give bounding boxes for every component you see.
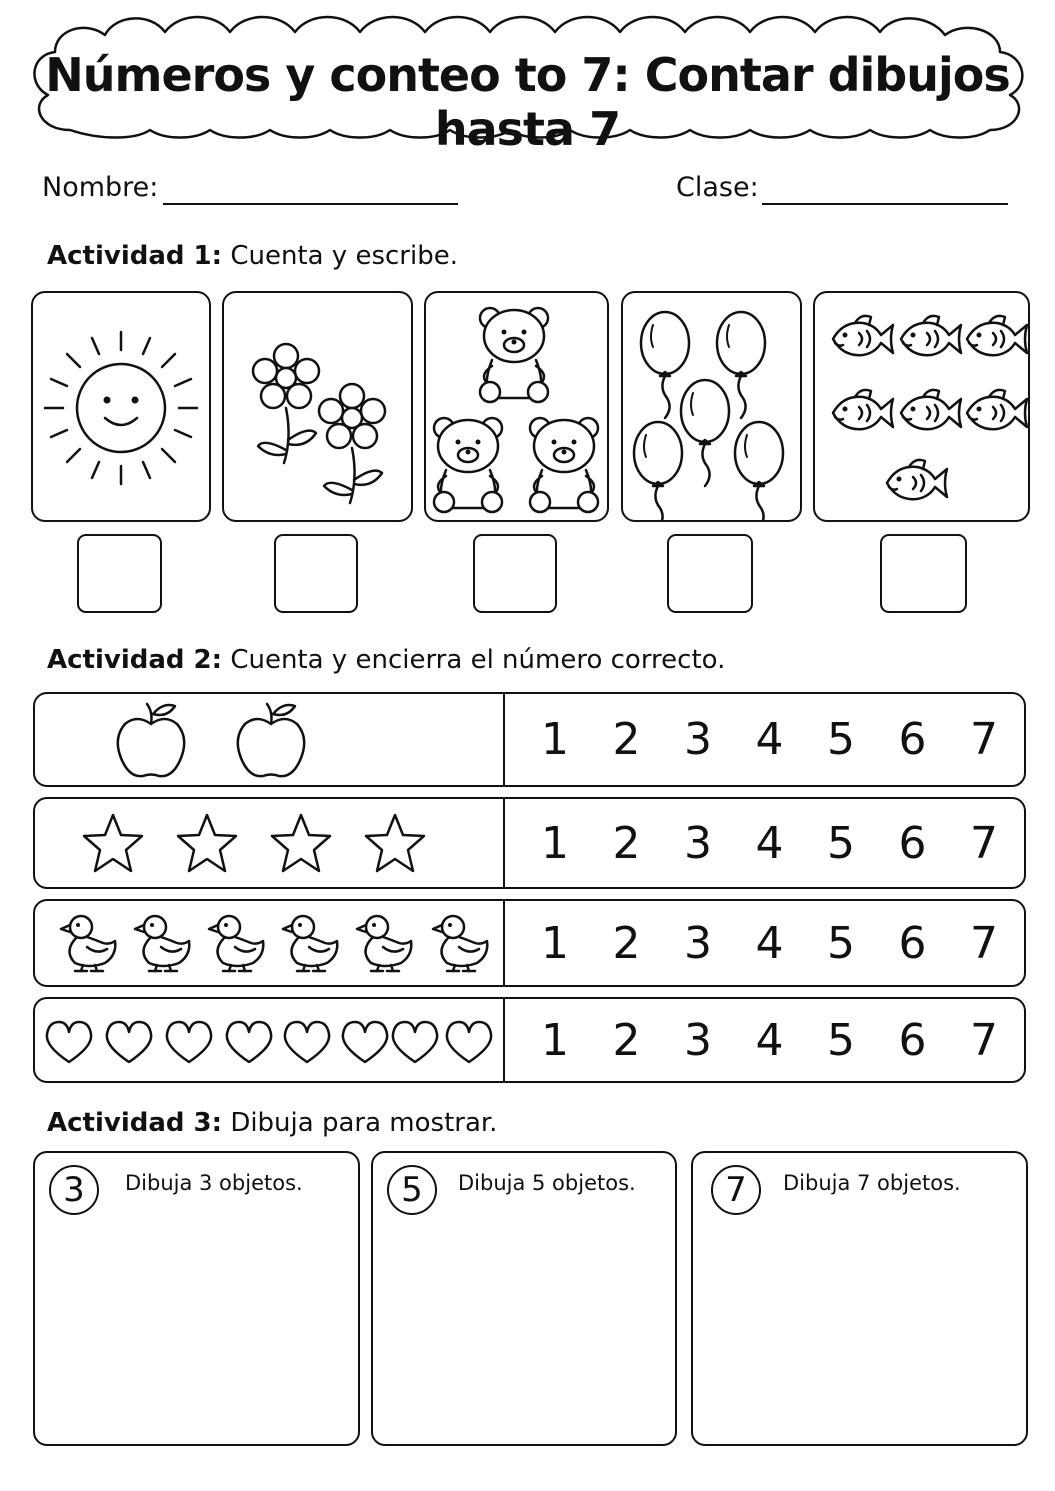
number-choice[interactable]: 4 <box>755 714 784 765</box>
number-choice[interactable]: 1 <box>541 917 569 969</box>
number-choice[interactable]: 3 <box>684 817 712 869</box>
balloon-icon <box>623 293 800 520</box>
star-icon <box>41 799 501 887</box>
draw-box-5[interactable] <box>371 1151 677 1446</box>
number-choice[interactable]: 4 <box>755 1014 784 1066</box>
answer-box-5[interactable] <box>880 534 967 613</box>
number-choice[interactable]: 6 <box>898 917 927 969</box>
number-choice[interactable]: 6 <box>898 1014 927 1066</box>
number-choice[interactable]: 2 <box>612 817 641 869</box>
duck-icon <box>41 901 501 985</box>
number-choice[interactable]: 3 <box>684 917 712 969</box>
number-choice[interactable]: 2 <box>612 917 641 969</box>
count-row-hearts <box>33 997 1026 1083</box>
picture-box-flowers <box>222 291 413 522</box>
activity3-heading: Actividad 3: Dibuja para mostrar. <box>47 1108 498 1138</box>
count-row-apples <box>33 692 1026 787</box>
number-choice[interactable]: 3 <box>684 714 712 765</box>
number-circle: 5 <box>387 1165 437 1215</box>
number-choices-row-4 <box>535 999 1004 1081</box>
number-choice[interactable]: 5 <box>827 1014 855 1066</box>
activity1-heading: Actividad 1: Cuenta y escribe. <box>47 241 458 271</box>
number-choice[interactable]: 1 <box>541 1014 569 1066</box>
number-choice[interactable]: 1 <box>541 817 569 869</box>
name-label: Nombre: <box>42 172 159 203</box>
picture-box-fish <box>813 291 1030 522</box>
number-choice[interactable]: 1 <box>541 714 569 765</box>
picture-box-sun <box>31 291 211 522</box>
flower-icon <box>224 293 411 520</box>
number-choice[interactable]: 6 <box>898 714 927 765</box>
answer-box-3[interactable] <box>473 534 557 613</box>
answer-box-4[interactable] <box>667 534 753 613</box>
draw-instruction: Dibuja 5 objetos. <box>458 1171 636 1195</box>
picture-box-bears <box>424 291 609 522</box>
draw-instruction: Dibuja 7 objetos. <box>783 1171 961 1195</box>
number-choices-row-1 <box>535 694 1004 785</box>
number-choices-row-3 <box>535 901 1004 985</box>
count-row-stars <box>33 797 1026 889</box>
picture-box-balloons <box>621 291 802 522</box>
fish-icon <box>815 293 1028 520</box>
answer-box-1[interactable] <box>77 534 162 613</box>
number-choice[interactable]: 5 <box>827 817 855 869</box>
number-choice[interactable]: 4 <box>755 917 784 969</box>
number-circle: 7 <box>711 1165 761 1215</box>
draw-box-3[interactable] <box>33 1151 360 1446</box>
number-choices-row-2 <box>535 799 1004 887</box>
number-circle: 3 <box>49 1165 99 1215</box>
apple-icon <box>41 694 501 785</box>
number-choice[interactable]: 7 <box>970 817 998 869</box>
number-choice[interactable]: 5 <box>827 917 855 969</box>
number-choice[interactable]: 6 <box>898 817 927 869</box>
number-choice[interactable]: 7 <box>970 714 998 765</box>
number-choice[interactable]: 2 <box>612 1014 641 1066</box>
number-choice[interactable]: 4 <box>755 817 784 869</box>
number-choice[interactable]: 2 <box>612 714 641 765</box>
number-choice[interactable]: 7 <box>970 917 998 969</box>
draw-instruction: Dibuja 3 objetos. <box>125 1171 303 1195</box>
class-line[interactable] <box>762 203 1008 205</box>
sun-icon <box>33 293 209 520</box>
number-choice[interactable]: 7 <box>970 1014 998 1066</box>
page-title: Números y conteo to 7: Contar dibujos hasta 7 <box>45 48 1010 156</box>
number-choice[interactable]: 3 <box>684 1014 712 1066</box>
heart-icon <box>41 999 501 1081</box>
draw-box-7[interactable] <box>691 1151 1028 1446</box>
teddy-bear-icon <box>426 293 607 520</box>
activity2-heading: Actividad 2: Cuenta y encierra el número correcto. <box>47 645 726 675</box>
name-line[interactable] <box>163 203 458 205</box>
class-label: Clase: <box>676 172 759 203</box>
answer-box-2[interactable] <box>274 534 358 613</box>
count-row-ducks <box>33 899 1026 987</box>
number-choice[interactable]: 5 <box>827 714 855 765</box>
